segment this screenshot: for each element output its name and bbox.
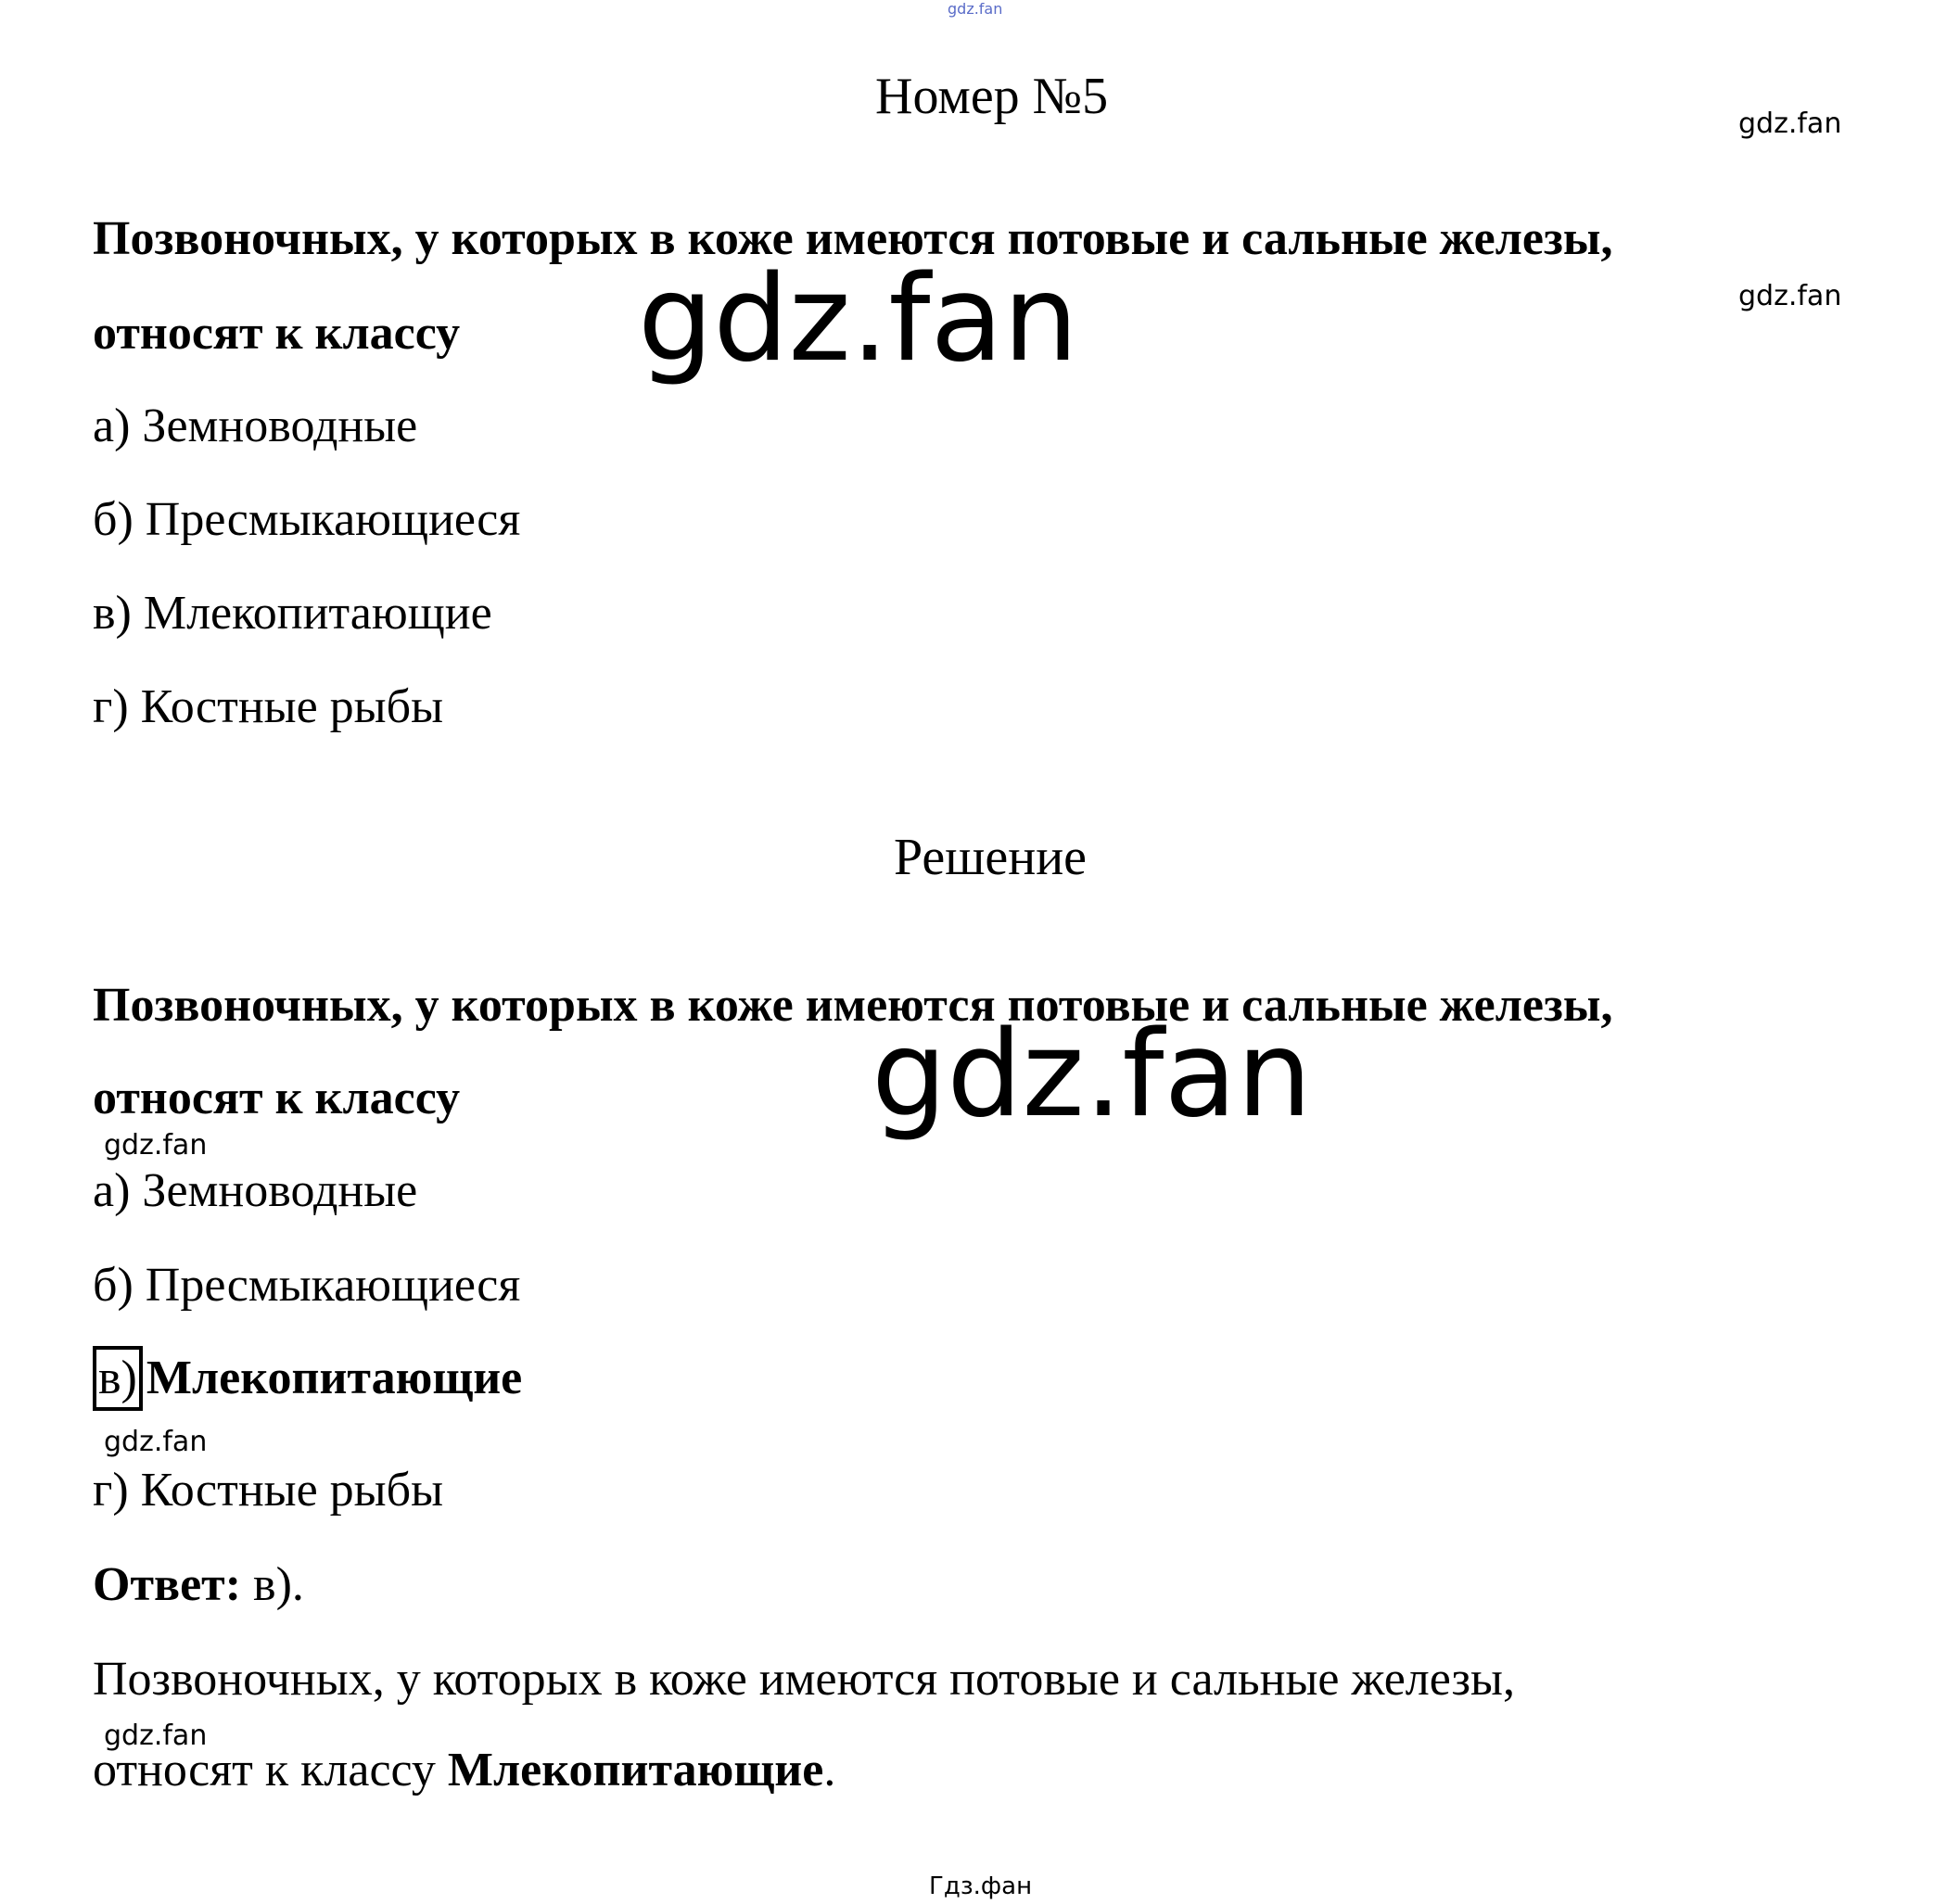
solution-option-b: б) Пресмыкающиеся <box>93 1259 521 1312</box>
solution-question-line-1: Позвоночных, у которых в коже имеются потовые и сальные железы, <box>93 979 1613 1032</box>
top-watermark: gdz.fan <box>948 0 1003 18</box>
solution-question-line-2: относят к классу <box>93 1072 461 1124</box>
answer-label: Ответ: <box>93 1558 242 1611</box>
footer-watermark: Гдз.фан <box>929 1872 1033 1900</box>
question-line-1: Позвоночных, у которых в коже имеются потовые и сальные железы, <box>93 212 1613 265</box>
answer-line <box>93 1557 304 1612</box>
watermark-small: gdz.fan <box>104 1129 208 1161</box>
option-d: г) Костные рыбы <box>93 680 444 733</box>
solution-option-c <box>93 1346 522 1411</box>
watermark-small: gdz.fan <box>1738 280 1842 312</box>
question-line-2: относят к классу <box>93 307 461 360</box>
watermark-big: gdz.fan <box>872 1006 1312 1144</box>
option-c: в) Млекопитающие <box>93 587 492 640</box>
correct-answer-box: в) <box>93 1346 143 1411</box>
page-title: Номер №5 <box>875 68 1109 125</box>
conclusion-line-1: Позвоночных, у которых в коже имеются потовые и сальные железы, <box>93 1653 1515 1706</box>
solution-option-d: г) Костные рыбы <box>93 1464 444 1517</box>
conclusion-line-2 <box>93 1743 835 1797</box>
option-a: а) Земноводные <box>93 400 418 452</box>
watermark-big: gdz.fan <box>638 250 1078 388</box>
watermark-small: gdz.fan <box>1738 108 1842 140</box>
answer-value: в). <box>253 1558 304 1611</box>
conclusion-bold: Млекопитающие <box>447 1744 824 1796</box>
watermark-small: gdz.fan <box>104 1720 208 1752</box>
watermark-small: gdz.fan <box>104 1426 208 1458</box>
solution-option-a: а) Земноводные <box>93 1164 418 1217</box>
correct-answer-text: Млекопитающие <box>146 1352 523 1404</box>
option-b: б) Пресмыкающиеся <box>93 493 521 546</box>
conclusion-prefix: относят к классу <box>93 1744 436 1796</box>
solution-heading: Решение <box>894 829 1088 886</box>
conclusion-suffix: . <box>823 1744 836 1796</box>
